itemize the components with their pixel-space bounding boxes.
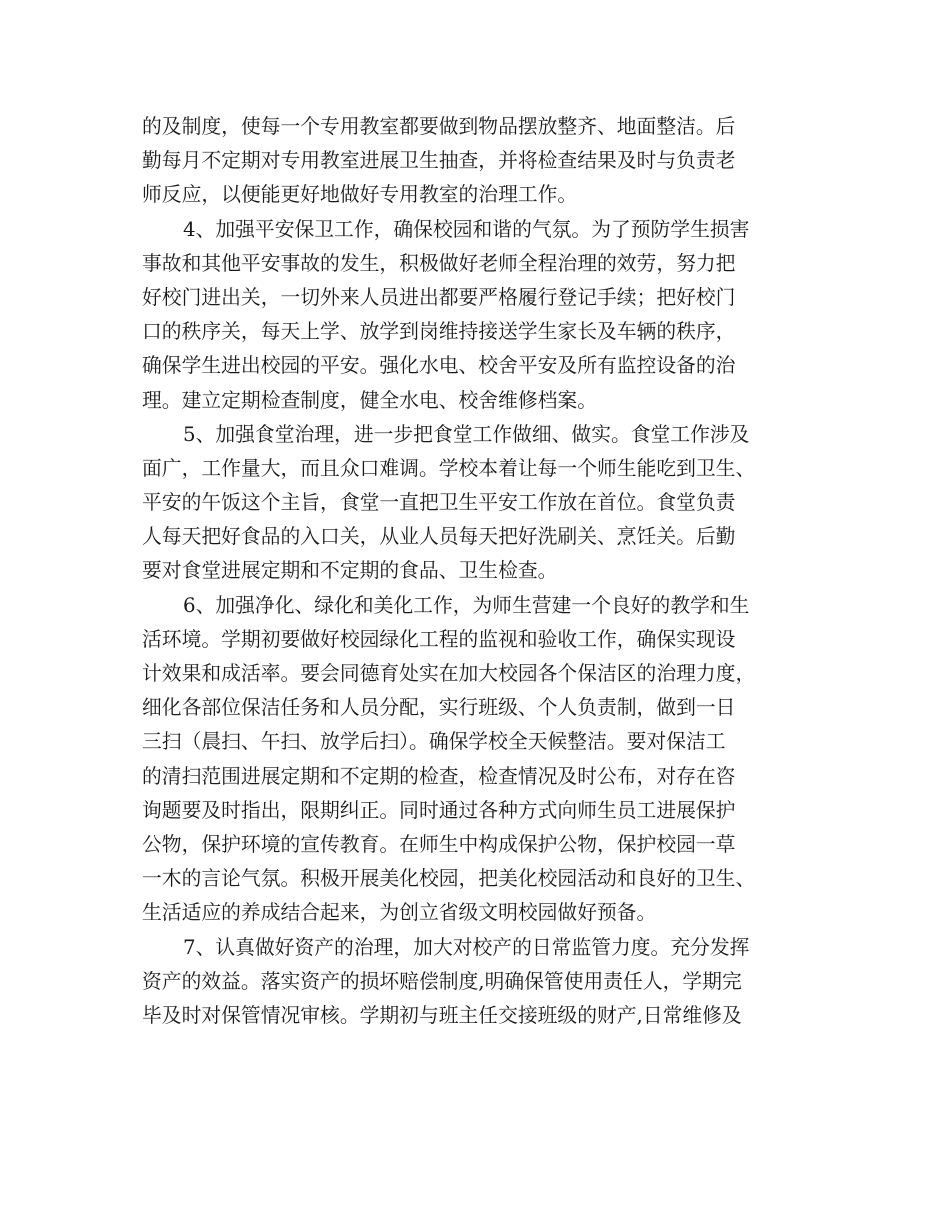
text-line: 三扫（晨扫、午扫、放学后扫）。确保学校全天候整洁。要对保洁工 bbox=[142, 730, 726, 754]
text-line: 生活适应的养成结合起来，为创立省级文明校园做好预备。 bbox=[142, 901, 657, 925]
paragraph-5-start: 5、加强食堂治理，进一步把食堂工作做细、做实。食堂工作涉及 bbox=[183, 422, 750, 446]
text-line: 面广，工作量大，而且众口难调。学校本着让每一个师生能吃到卫生、 bbox=[142, 456, 756, 480]
text-line: 的及制度，使每一个专用教室都要做到物品摆放整齐、地面整洁。后 bbox=[142, 115, 736, 138]
text-line: 口的秩序关，每天上学、放学到岗维持接送学生家长及车辆的秩序， bbox=[142, 320, 736, 344]
text-line: 的清扫范围进展定期和不定期的检查，检查情况及时公布，对存在咨 bbox=[142, 764, 736, 788]
text-line: 人每天把好食品的入口关，从业人员每天把好洗刷关、烹饪关。后勤 bbox=[142, 525, 736, 549]
text-line: 平安的午饭这个主旨，食堂一直把卫生平安工作放在首位。食堂负责 bbox=[142, 491, 736, 515]
paragraph-6-start: 6、加强净化、绿化和美化工作，为师生营建一个良好的教学和生 bbox=[183, 593, 750, 617]
text-line: 细化各部位保洁任务和人员分配，实行班级、个人负责制，做到一日 bbox=[142, 696, 736, 720]
paragraph-4-start: 4、加强平安保卫工作，确保校园和谐的气氛。为了预防学生损害 bbox=[183, 217, 750, 241]
text-line: 公物，保护环境的宣传教育。在师生中构成保护公物，保护校园一草 bbox=[142, 832, 736, 856]
text-line: 师反应，以便能更好地做好专用教室的治理工作。 bbox=[142, 183, 578, 207]
text-line: 好校门进出关，一切外来人员进出都要严格履行登记手续；把好校门 bbox=[142, 285, 736, 309]
text-line: 询题要及时指出，限期纠正。同时通过各种方式向师生员工进展保护 bbox=[142, 798, 736, 822]
text-line: 活环境。学期初要做好校园绿化工程的监视和验收工作，确保实现设 bbox=[142, 627, 736, 651]
text-line: 要对食堂进展定期和不定期的食品、卫生检查。 bbox=[142, 559, 558, 583]
text-line: 事故和其他平安事故的发生，积极做好老师全程治理的效劳，努力把 bbox=[142, 251, 736, 275]
document-body-text bbox=[142, 110, 822, 1033]
text-line: 确保学生进出校园的平安。强化水电、校舍平安及所有监控设备的治 bbox=[142, 354, 736, 378]
text-line: 一木的言论气氛。积极开展美化校园，把美化校园活动和良好的卫生、 bbox=[142, 867, 756, 891]
text-line: 资产的效益。落实资产的损坏赔偿制度,明确保管使用责任人，学期完 bbox=[142, 969, 742, 993]
paragraph-7-start: 7、认真做好资产的治理，加大对校产的日常监管力度。充分发挥 bbox=[183, 935, 750, 959]
text-line: 理。建立定期检查制度，健全水电、校舍维修档案。 bbox=[142, 388, 597, 412]
text-line: 计效果和成活率。要会同德育处实在加大校园各个保洁区的治理力度， bbox=[142, 662, 756, 685]
text-line: 毕及时对保管情况审核。学期初与班主任交接班级的财产,日常维修及 bbox=[142, 1003, 742, 1027]
text-line: 勤每月不定期对专用教室进展卫生抽查，并将检查结果及时与负责老 bbox=[142, 149, 736, 173]
